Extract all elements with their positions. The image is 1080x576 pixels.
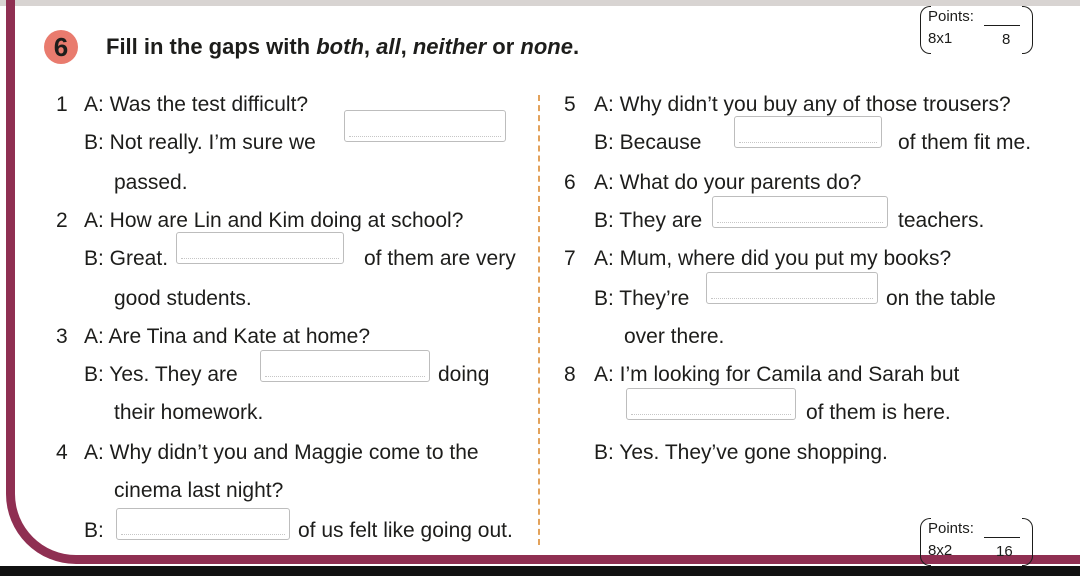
item-7-answer-middle: on the table bbox=[886, 287, 996, 310]
points-box-bottom bbox=[920, 518, 1030, 566]
points-box-top bbox=[920, 6, 1030, 54]
instruction-keyword-neither: neither bbox=[412, 34, 487, 59]
item-2-gap-input[interactable] bbox=[176, 232, 344, 264]
item-4-answer-middle: of us felt like going out. bbox=[298, 519, 513, 542]
item-7-answer-start: B: They’re bbox=[594, 287, 690, 310]
points-bracket-right bbox=[1022, 6, 1033, 54]
item-number: 3 bbox=[56, 325, 68, 348]
exercise-number-badge: 6 bbox=[44, 30, 78, 64]
instruction-keyword-none: none bbox=[520, 34, 573, 59]
item-2-answer-start: B: Great. bbox=[84, 247, 169, 270]
item-1-gap-input[interactable] bbox=[344, 110, 506, 142]
points-multiplier: 8x2 bbox=[928, 542, 953, 559]
points-bracket-right bbox=[1022, 518, 1033, 566]
item-3-answer-end: their homework. bbox=[114, 401, 264, 424]
item-7-gap-input[interactable] bbox=[706, 272, 878, 304]
item-2-question: A: How are Lin and Kim doing at school? bbox=[84, 209, 464, 232]
points-multiplier: 8x1 bbox=[928, 30, 953, 47]
item-2-answer-end: good students. bbox=[114, 287, 252, 310]
item-6-gap-input[interactable] bbox=[712, 196, 888, 228]
instruction-keyword-all: all bbox=[376, 34, 401, 59]
instruction-part: or bbox=[486, 34, 521, 59]
item-3-question: A: Are Tina and Kate at home? bbox=[84, 325, 371, 348]
item-6-question: A: What do your parents do? bbox=[594, 171, 862, 194]
item-1-answer-start: B: Not really. I’m sure we bbox=[84, 131, 316, 154]
item-6-answer-start: B: They are bbox=[594, 209, 703, 232]
item-4-gap-input[interactable] bbox=[116, 508, 290, 540]
item-5-question: A: Why didn’t you buy any of those trousers? bbox=[594, 93, 1011, 116]
item-8-answer: B: Yes. They’ve gone shopping. bbox=[594, 441, 888, 464]
item-number: 5 bbox=[564, 93, 576, 116]
item-2-answer-middle: of them are very bbox=[364, 247, 516, 270]
item-number: 1 bbox=[56, 93, 68, 116]
instruction-part: . bbox=[572, 34, 580, 59]
item-number: 2 bbox=[56, 209, 68, 232]
points-score-line bbox=[984, 25, 1020, 26]
column-divider bbox=[538, 95, 540, 545]
bottom-bar bbox=[0, 566, 1080, 576]
item-4-question: A: Why didn’t you and Maggie come to the bbox=[84, 441, 479, 464]
points-total: 16 bbox=[996, 543, 1013, 560]
item-7-answer-end: over there. bbox=[624, 325, 725, 348]
item-1-answer-end: passed. bbox=[114, 171, 188, 194]
instruction-part: Fill in the gaps with bbox=[106, 34, 317, 59]
item-8-question: A: I’m looking for Camila and Sarah but bbox=[594, 363, 960, 386]
instruction-part: , bbox=[363, 34, 377, 59]
instruction bbox=[106, 34, 579, 60]
item-7-question: A: Mum, where did you put my books? bbox=[594, 247, 952, 270]
item-1-question: A: Was the test difficult? bbox=[84, 93, 309, 116]
points-total: 8 bbox=[1002, 31, 1011, 48]
points-label: Points: bbox=[928, 520, 974, 537]
points-score-line bbox=[984, 537, 1020, 538]
item-number: 7 bbox=[564, 247, 576, 270]
item-4-question-cont: cinema last night? bbox=[114, 479, 284, 502]
item-3-gap-input[interactable] bbox=[260, 350, 430, 382]
item-3-answer-start: B: Yes. They are bbox=[84, 363, 238, 386]
item-8-question-end: of them is here. bbox=[806, 401, 951, 424]
item-number: 4 bbox=[56, 441, 68, 464]
instruction-keyword-both: both bbox=[316, 34, 364, 59]
item-5-gap-input[interactable] bbox=[734, 116, 882, 148]
item-number: 8 bbox=[564, 363, 576, 386]
item-5-answer-middle: of them fit me. bbox=[898, 131, 1032, 154]
item-6-answer-middle: teachers. bbox=[898, 209, 985, 232]
item-3-answer-middle: doing bbox=[438, 363, 490, 386]
item-4-answer-start: B: bbox=[84, 519, 104, 542]
item-8-gap-input[interactable] bbox=[626, 388, 796, 420]
item-5-answer-start: B: Because bbox=[594, 131, 702, 154]
instruction-part: , bbox=[400, 34, 413, 59]
item-number: 6 bbox=[564, 171, 576, 194]
points-label: Points: bbox=[928, 8, 974, 25]
